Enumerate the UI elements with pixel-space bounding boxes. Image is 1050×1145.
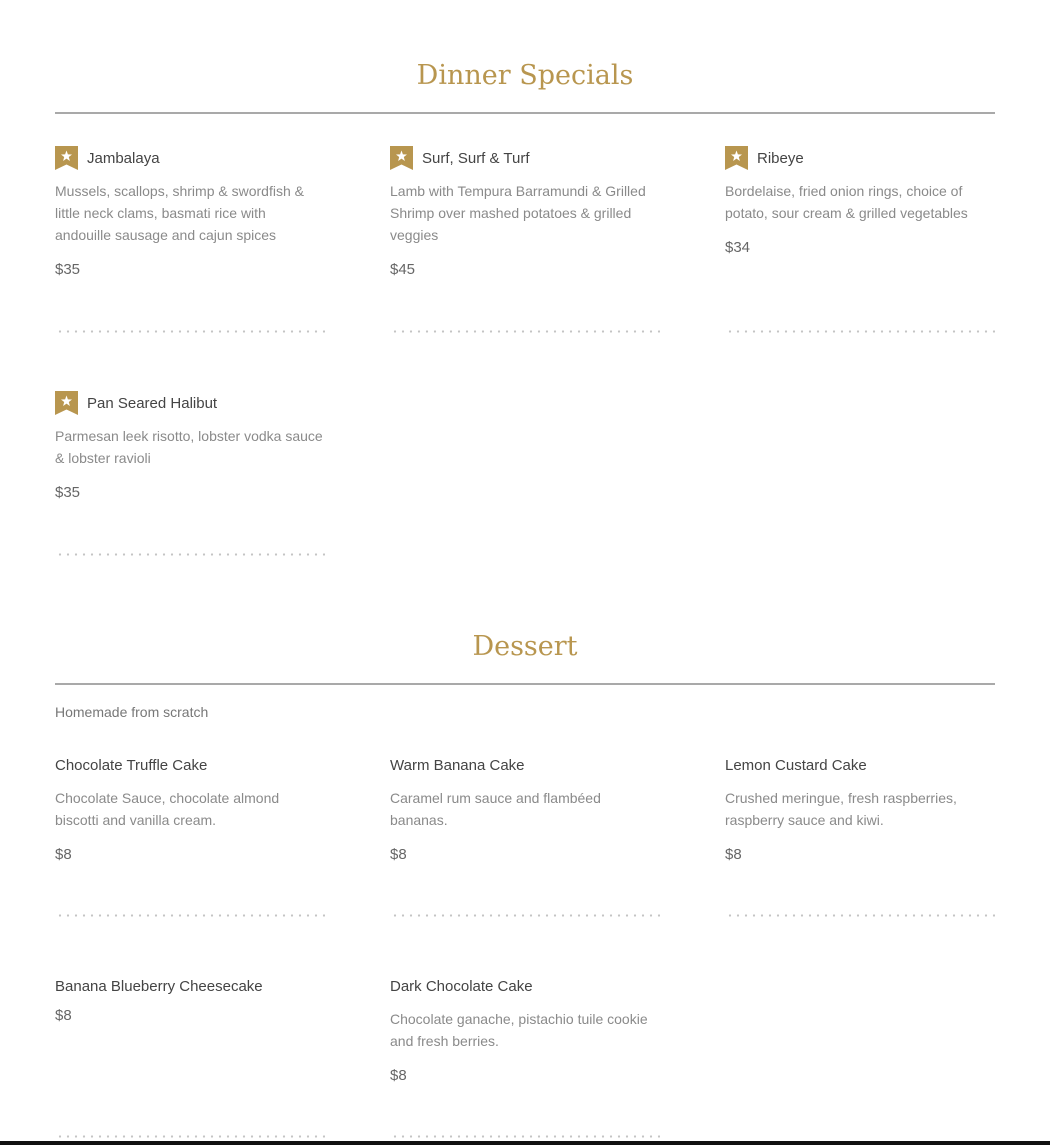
menu-item-name: Surf, Surf & Turf — [422, 149, 530, 167]
dotted-separator — [55, 330, 325, 333]
menu-item-name: Lemon Custard Cake — [725, 756, 867, 774]
menu-item-description: Crushed meringue, fresh raspberries, raspberry sauce and kiwi. — [725, 790, 957, 828]
menu-item-price: $8 — [390, 846, 407, 863]
dotted-separator — [390, 330, 660, 333]
menu-item-header — [55, 146, 325, 170]
menu-item — [55, 974, 325, 1023]
star-badge-icon — [55, 391, 78, 415]
menu-item-name: Pan Seared Halibut — [87, 394, 218, 412]
menu-item — [725, 753, 995, 862]
menu-item-price: $35 — [55, 484, 81, 501]
menu-item-price: $45 — [390, 261, 416, 278]
dotted-separator — [725, 330, 995, 333]
menu-item-description: Bordelaise, fried onion rings, choice of potato, sour cream & grilled vegetables — [725, 183, 968, 221]
dotted-separator — [55, 553, 325, 556]
menu-item-description: Parmesan leek risotto, lobster vodka sauce & lobster ravioli — [55, 428, 323, 466]
menu-item-name: Dark Chocolate Cake — [390, 977, 533, 995]
menu-item-price: $8 — [725, 846, 742, 863]
dessert-subtitle: Homemade from scratch — [55, 704, 209, 720]
star-badge-icon — [55, 146, 78, 170]
dotted-separator — [390, 914, 660, 917]
menu-item-price: $8 — [55, 846, 72, 863]
menu-item-description: Chocolate ganache, pistachio tuile cookie and fresh berries. — [390, 1011, 648, 1049]
menu-item — [55, 146, 325, 277]
menu-item-header — [390, 146, 660, 170]
menu-item-description: Chocolate Sauce, chocolate almond biscotti and vanilla cream. — [55, 790, 280, 828]
menu-item — [390, 753, 660, 862]
dotted-separator — [55, 1135, 325, 1138]
menu-item-description: Caramel rum sauce and flambéed bananas. — [390, 790, 601, 828]
menu-item-price: $34 — [725, 239, 751, 256]
menu-item-description: Mussels, scallops, shrimp & swordfish & little neck clams, basmati rice with andouille sausage and cajun spices — [55, 183, 304, 243]
menu-item-name: Ribeye — [757, 149, 804, 167]
menu-item-header — [55, 391, 325, 415]
dotted-separator — [725, 914, 995, 917]
menu-item-price: $35 — [55, 261, 81, 278]
menu-item-description: Lamb with Tempura Barramundi & Grilled Shrimp over mashed potatoes & grilled veggies — [390, 183, 646, 243]
dessert-divider — [55, 683, 995, 685]
dotted-separator — [390, 1135, 660, 1138]
dinner-specials-divider — [55, 112, 995, 114]
menu-item-name: Warm Banana Cake — [390, 756, 525, 774]
menu-item-name: Chocolate Truffle Cake — [55, 756, 208, 774]
menu-item-name: Banana Blueberry Cheesecake — [55, 977, 263, 995]
star-badge-icon — [390, 146, 413, 170]
menu-item — [725, 146, 995, 255]
menu-item — [55, 391, 325, 500]
menu-item-price: $8 — [55, 1007, 72, 1024]
menu-item — [55, 753, 325, 862]
star-badge-icon — [725, 146, 748, 170]
menu-item — [390, 974, 660, 1083]
dotted-separator — [55, 914, 325, 917]
dessert-title: Dessert — [472, 631, 578, 662]
menu-item-header — [725, 146, 995, 170]
menu-item-price: $8 — [390, 1067, 407, 1084]
menu-item — [390, 146, 660, 277]
dinner-specials-title: Dinner Specials — [416, 60, 634, 91]
viewport-bottom-edge — [0, 1141, 1050, 1145]
menu-item-name: Jambalaya — [87, 149, 160, 167]
